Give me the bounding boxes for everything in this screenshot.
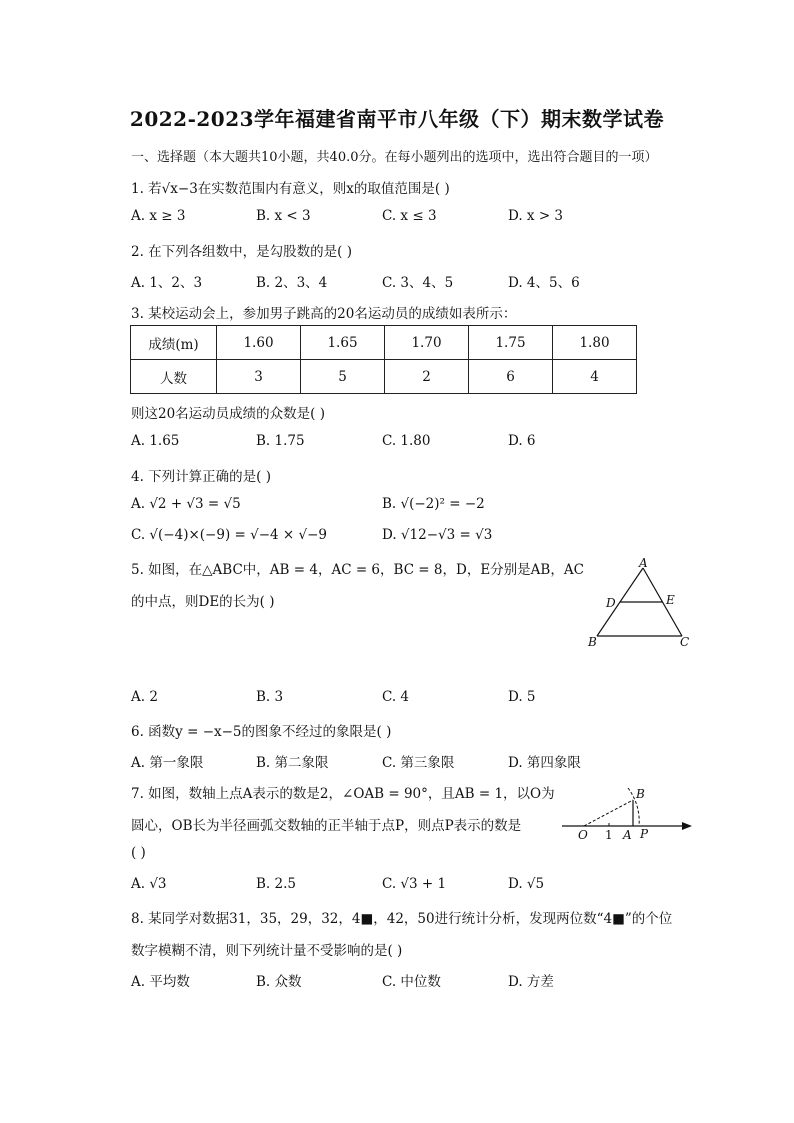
question-7-option-b: B. 2.5: [256, 876, 296, 892]
number-line-figure: [560, 780, 700, 850]
scores-table: [130, 325, 637, 394]
question-5-option-c: C. 4: [382, 689, 410, 705]
question-1-option-a: A. x ≥ 3: [131, 208, 186, 224]
question-6-option-d: D. 第四象限: [508, 755, 581, 771]
question-5-stem: 5. 如图，在△ABC中，AB = 4，AC = 6，BC = 8，D，E分别是AB，AC: [131, 562, 584, 578]
number-line-arrow: [682, 822, 692, 830]
question-3-option-d: D. 6: [508, 433, 536, 449]
question-3-option-a: A. 1.65: [131, 433, 180, 449]
question-6-option-c: C. 第三象限: [382, 755, 455, 771]
question-2-option-a: A. 1、2、3: [131, 275, 203, 291]
label-d: D: [606, 596, 616, 610]
question-2-option-c: C. 3、4、5: [382, 275, 454, 291]
question-4-option-b: B. √(−2)² = −2: [382, 496, 485, 512]
question-3-option-c: C. 1.80: [382, 433, 431, 449]
question-1-stem: 1. 若√x−3在实数范围内有意义，则x的取值范围是( ): [131, 181, 450, 197]
label-b: B: [588, 635, 597, 649]
question-8-option-b: B. 众数: [256, 974, 302, 990]
question-6-option-b: B. 第二象限: [256, 755, 329, 771]
table-cell: 人数: [131, 360, 217, 394]
table-row: [131, 326, 637, 360]
section-heading: 一、选择题（本大题共10小题，共40.0分。在每小题列出的选项中，选出符合题目的一项）: [131, 150, 658, 165]
table-cell: 6: [469, 360, 553, 394]
question-1-option-d: D. x > 3: [508, 208, 564, 224]
question-4-option-c: C. √(−4)×(−9) = √−4 × √−9: [131, 527, 328, 543]
question-6-option-a: A. 第一象限: [131, 755, 204, 771]
question-4-option-d: D. √12−√3 = √3: [382, 527, 493, 543]
table-header-cell: 1.75: [469, 326, 553, 360]
question-7-option-d: D. √5: [508, 876, 545, 892]
question-5-option-d: D. 5: [508, 689, 536, 705]
question-7-stem: 7. 如图，数轴上点A表示的数是2，∠OAB = 90°，且AB = 1，以O为: [131, 786, 555, 802]
question-7-stem-end: ( ): [131, 845, 146, 861]
page-title: 2022-2023学年福建省南平市八年级（下）期末数学试卷: [129, 107, 665, 131]
question-3-stem-continued: 则这20名运动员成绩的众数是( ): [131, 406, 326, 422]
question-3-option-b: B. 1.75: [256, 433, 305, 449]
question-7-stem-continued: 圆心，OB长为半径画弧交数轴的正半轴于点P，则点P表示的数是: [131, 818, 522, 834]
question-5-option-b: B. 3: [256, 689, 284, 705]
question-4-option-a: A. √2 + √3 = √5: [131, 496, 241, 512]
question-2-option-d: D. 4、5、6: [508, 275, 580, 291]
table-header-cell: 成绩(m): [131, 326, 217, 360]
triangle-figure: [580, 556, 700, 656]
question-2-stem: 2. 在下列各组数中，是勾股数的是( ): [131, 244, 352, 260]
question-8-option-c: C. 中位数: [382, 974, 441, 990]
question-7-option-a: A. √3: [131, 876, 167, 892]
question-4-stem: 4. 下列计算正确的是( ): [131, 469, 271, 485]
segment-ob: [584, 800, 633, 826]
table-header-cell: 1.60: [217, 326, 301, 360]
label-o: O: [578, 828, 588, 842]
label-one: 1: [605, 828, 613, 842]
table-header-cell: 1.80: [553, 326, 637, 360]
label-e: E: [666, 593, 675, 607]
label-c: C: [680, 635, 690, 649]
table-cell: 2: [385, 360, 469, 394]
label-b: B: [636, 787, 645, 801]
question-1-option-c: C. x ≤ 3: [382, 208, 437, 224]
question-5-stem-continued: 的中点，则DE的长为( ): [131, 594, 275, 610]
question-8-option-a: A. 平均数: [131, 974, 190, 990]
question-8-stem: 8. 某同学对数据31，35，29，32，4■，42，50进行统计分析，发现两位数“4■”的个位: [131, 911, 673, 927]
question-5-option-a: A. 2: [131, 689, 158, 705]
question-8-option-d: D. 方差: [508, 974, 554, 990]
label-a: A: [623, 828, 632, 842]
question-2-option-b: B. 2、3、4: [256, 275, 328, 291]
table-row: [131, 360, 637, 394]
question-1-option-b: B. x < 3: [256, 208, 311, 224]
label-a: A: [639, 556, 648, 570]
question-3-stem: 3. 某校运动会上，参加男子跳高的20名运动员的成绩如表所示：: [131, 306, 517, 322]
table-header-cell: 1.65: [301, 326, 385, 360]
table-cell: 4: [553, 360, 637, 394]
label-p: P: [640, 827, 649, 841]
table-cell: 5: [301, 360, 385, 394]
table-header-cell: 1.70: [385, 326, 469, 360]
question-6-stem: 6. 函数y = −x−5的图象不经过的象限是( ): [131, 724, 392, 740]
table-cell: 3: [217, 360, 301, 394]
question-7-option-c: C. √3 + 1: [382, 876, 447, 892]
question-8-stem-continued: 数字模糊不清，则下列统计量不受影响的是( ): [131, 943, 403, 959]
